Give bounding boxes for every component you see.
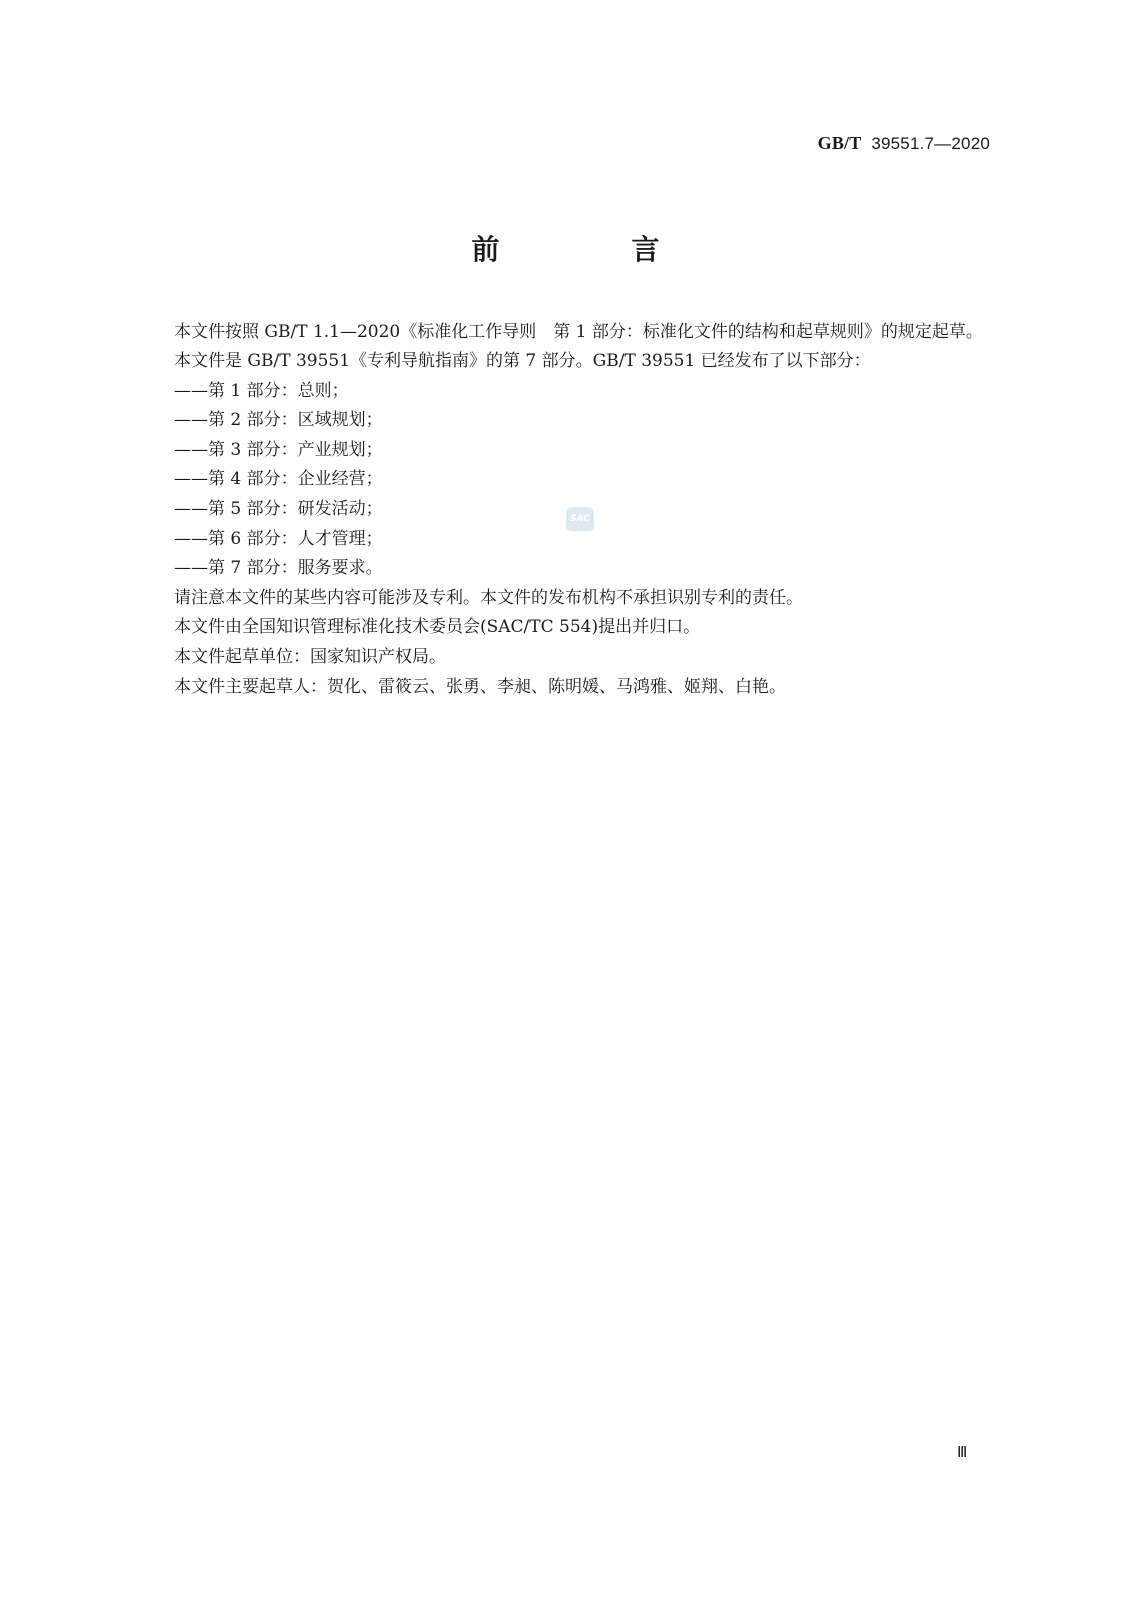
- page-number: Ⅲ: [957, 1445, 968, 1461]
- list-item: ——第 7 部分：服务要求。: [174, 558, 383, 579]
- paragraph-drafting-rules: 本文件按照 GB/T 1.1—2020《标准化工作导则 第 1 部分：标准化文件的结构和起草规则》的规定起草。: [174, 322, 983, 342]
- list-item: ——第 1 部分：总则；: [174, 380, 349, 401]
- preface-body: [137, 318, 994, 702]
- paragraph-series-info: 本文件是 GB/T 39551《专利导航指南》的第 7 部分。GB/T 39551 已经发布了以下部分：: [174, 351, 871, 371]
- sac-watermark-text: SAC: [570, 514, 590, 524]
- paragraph-drafters: 本文件主要起草人：贺化、雷筱云、张勇、李昶、陈明媛、马鸿雅、姬翔、白艳。: [174, 676, 786, 697]
- parts-list: [137, 377, 994, 584]
- paragraph-patent-notice: 请注意本文件的某些内容可能涉及专利。本文件的发布机构不承担识别专利的责任。: [174, 587, 803, 608]
- paragraph-drafting-unit: 本文件起草单位：国家知识产权局。: [174, 646, 446, 667]
- list-item: ——第 5 部分：研发活动；: [174, 498, 383, 519]
- list-item: ——第 3 部分：产业规划；: [174, 439, 383, 460]
- list-item: ——第 4 部分：企业经营；: [174, 469, 383, 490]
- standard-number: [818, 133, 990, 154]
- standard-code: 39551.7—2020: [871, 134, 990, 153]
- paragraph-committee: 本文件由全国知识管理标准化技术委员会(SAC/TC 554)提出并归口。: [174, 617, 701, 638]
- page-title: 前 言: [471, 233, 712, 266]
- list-item: ——第 6 部分：人才管理；: [174, 528, 383, 549]
- list-item: ——第 2 部分：区域规划；: [174, 410, 383, 431]
- standard-prefix: GB/T: [817, 133, 862, 153]
